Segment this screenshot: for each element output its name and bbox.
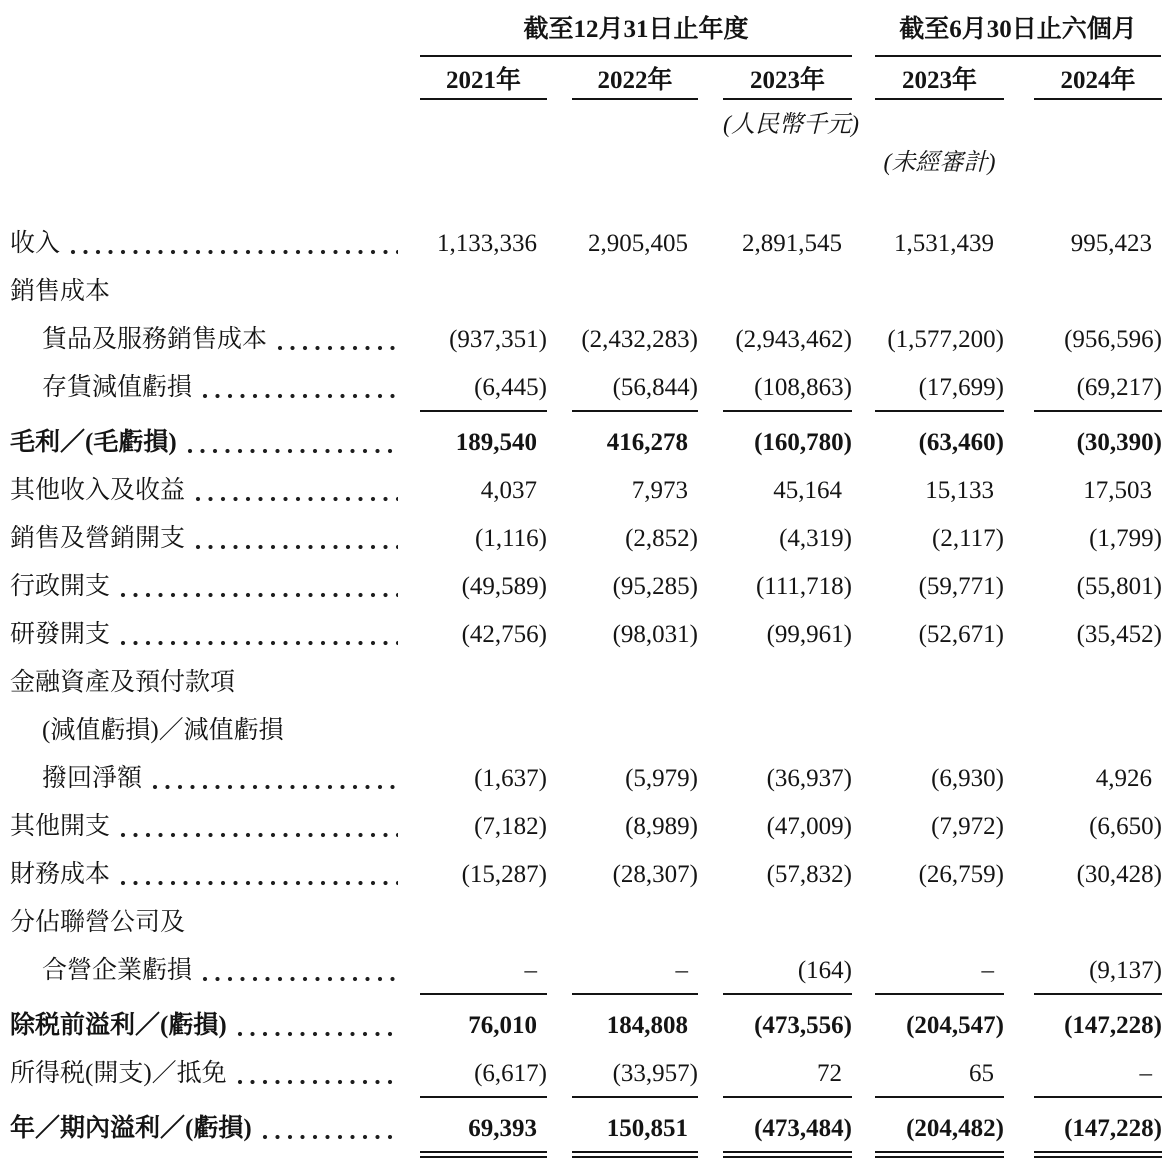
value-cell: (8,989) [625,813,698,840]
value-cell: (1,799) [1089,525,1162,552]
value-cell: 45,164 [773,477,842,504]
value-cell [572,707,698,755]
row-label [10,1050,420,1098]
row-label-text: 年／期內溢利／(虧損) [10,1115,252,1142]
value-cell: (108,863) [723,364,852,412]
value-cell [572,659,698,707]
col-year-header: 2023年 [875,67,1004,100]
table-row [10,1105,1161,1153]
value-cell [1034,659,1162,707]
row-label [10,1105,420,1153]
row-label-text: 所得税(開支)／抵免 [10,1060,227,1087]
value-cell: – [420,947,547,995]
label-column-spacer [10,16,420,57]
table-row [10,1002,1161,1050]
row-label [10,851,420,899]
row-label-text: 存貨減值虧損 [42,374,193,401]
value-cell: (30,390) [1076,429,1162,456]
value-cell: 189,540 [455,429,537,456]
value-cell: (99,961) [766,621,852,648]
value-cell: (57,832) [766,861,852,888]
row-label [10,899,420,947]
currency-unit-note: (人民幣千元) [723,112,859,138]
currency-note-row [10,110,1161,140]
row-label [10,1002,420,1050]
column-group-header-row [10,16,1161,57]
table-row [10,611,1161,659]
dot-leader [202,364,398,412]
value-cell: 17,503 [1083,477,1152,504]
value-cell: (7,972) [931,813,1004,840]
col-group-six-months-jun30 [875,16,1161,57]
dot-leader [70,220,398,268]
table-row [10,851,1161,899]
value-cell [1034,707,1162,755]
unaudited-note: (未經審計) [883,150,996,176]
row-label-text: 毛利／(毛虧損) [10,429,177,456]
dot-leader [120,803,398,851]
table-row [10,659,1161,707]
row-label [10,707,420,755]
row-label-text: 行政開支 [10,573,111,600]
value-cell: (9,137) [1034,947,1162,995]
value-cell: (147,228) [1034,1105,1162,1153]
value-cell: 4,037 [480,477,537,504]
dot-leader [152,755,398,803]
col-year-header: 2023年 [723,67,852,100]
value-cell: (33,957) [572,1050,698,1098]
value-cell: (2,432,283) [581,326,698,353]
row-label [10,515,420,563]
row-label-text: 銷售及營銷開支 [10,525,186,552]
value-cell: (35,452) [1076,621,1162,648]
value-cell [723,268,852,316]
value-cell: 69,393 [420,1105,547,1153]
unaudited-note-row [10,148,1161,178]
value-cell: – [1034,1050,1162,1098]
value-cell: (1,637) [474,765,547,792]
row-label-text: 貨品及服務銷售成本 [42,326,268,353]
row-label-text: 金融資產及預付款項 [10,669,236,696]
table-row [10,515,1161,563]
value-cell: (6,445) [420,364,547,412]
row-label [10,611,420,659]
row-label-text: 其他開支 [10,813,111,840]
value-cell: (15,287) [461,861,547,888]
value-cell: (6,930) [931,765,1004,792]
col-group-title: 截至6月30日止六個月 [899,16,1137,43]
row-label-text: 其他收入及收益 [10,477,186,504]
value-cell [572,268,698,316]
row-label-text: 撥回淨額 [42,765,143,792]
dot-leader [120,611,398,659]
value-cell: 150,851 [572,1105,698,1153]
row-label [10,947,420,995]
value-cell: 15,133 [925,477,994,504]
row-label [10,755,420,803]
table-body [10,220,1161,1153]
value-cell [875,659,1004,707]
value-cell: (17,699) [875,364,1004,412]
table-row [10,364,1161,412]
value-cell: (937,351) [449,326,547,353]
row-label [10,659,420,707]
row-label [10,316,420,364]
table-row [10,268,1161,316]
value-cell: (52,671) [918,621,1004,648]
value-cell: (2,852) [625,525,698,552]
col-group-year-ended-dec31 [420,16,852,57]
value-cell [875,268,1004,316]
value-cell: (164) [723,947,852,995]
value-cell: (473,484) [723,1105,852,1153]
row-label-text: 研發開支 [10,621,111,648]
value-cell [1034,899,1162,947]
value-cell [723,899,852,947]
dot-leader [195,515,398,563]
value-cell: (36,937) [766,765,852,792]
value-cell: (63,460) [918,429,1004,456]
table-row [10,563,1161,611]
dot-leader [195,467,398,515]
value-cell: (147,228) [1064,1012,1162,1039]
value-cell: (1,116) [475,525,547,552]
dot-leader [237,1050,398,1098]
value-cell: (26,759) [918,861,1004,888]
value-cell: (1,577,200) [887,326,1004,353]
value-cell: 4,926 [1095,765,1152,792]
value-cell: (956,596) [1064,326,1162,353]
row-label-text: 銷售成本 [10,278,111,305]
row-label-text: (減值虧損)／減值虧損 [42,717,284,744]
col-year-header: 2024年 [1034,67,1162,100]
year-header-row [10,67,1161,100]
value-cell: 184,808 [606,1012,688,1039]
dot-leader [187,419,398,467]
value-cell [420,268,547,316]
value-cell: (69,217) [1034,364,1162,412]
value-cell: – [875,947,1004,995]
col-group-title: 截至12月31日止年度 [523,16,749,43]
row-label [10,563,420,611]
row-label-text: 合營企業虧損 [42,957,193,984]
value-cell: (56,844) [572,364,698,412]
table-row [10,1050,1161,1098]
value-cell: (49,589) [461,573,547,600]
value-cell: – [572,947,698,995]
dot-leader [237,1002,398,1050]
value-cell: (47,009) [766,813,852,840]
row-label [10,419,420,467]
value-cell: (6,617) [420,1050,547,1098]
value-cell: (204,547) [906,1012,1004,1039]
value-cell [723,707,852,755]
row-label [10,268,420,316]
col-year-header: 2022年 [572,67,698,100]
table-row [10,947,1161,995]
table-row [10,707,1161,755]
value-cell [420,659,547,707]
row-label [10,220,420,268]
table-row [10,803,1161,851]
value-cell: 2,891,545 [742,230,842,257]
value-cell: 72 [723,1050,852,1098]
value-cell: (6,650) [1089,813,1162,840]
value-cell [420,707,547,755]
value-cell: (4,319) [779,525,852,552]
row-label [10,803,420,851]
table-row [10,220,1161,268]
value-cell: (7,182) [474,813,547,840]
value-cell: 76,010 [468,1012,537,1039]
value-cell: 2,905,405 [588,230,688,257]
row-label [10,467,420,515]
value-cell: 65 [875,1050,1004,1098]
table-row [10,755,1161,803]
row-label-text: 收入 [10,230,61,257]
dot-leader [262,1105,398,1153]
value-cell: (30,428) [1076,861,1162,888]
dot-leader [202,947,398,995]
value-cell: (42,756) [461,621,547,648]
value-cell: 1,531,439 [894,230,994,257]
value-cell: (204,482) [875,1105,1004,1153]
value-cell [875,899,1004,947]
row-label-text: 分佔聯營公司及 [10,909,186,936]
dot-leader [277,316,398,364]
table-row [10,419,1161,467]
value-cell: 1,133,336 [437,230,537,257]
value-cell: (473,556) [754,1012,852,1039]
value-cell: (98,031) [612,621,698,648]
value-cell: (2,943,462) [735,326,852,353]
value-cell: (111,718) [755,573,852,600]
value-cell: (2,117) [932,525,1004,552]
value-cell [1034,268,1162,316]
table-row [10,899,1161,947]
table-row [10,467,1161,515]
col-year-header: 2021年 [420,67,547,100]
dot-leader [120,851,398,899]
value-cell: (160,780) [754,429,852,456]
value-cell: 416,278 [606,429,688,456]
row-label-text: 財務成本 [10,861,111,888]
value-cell [420,899,547,947]
value-cell [875,707,1004,755]
value-cell [572,899,698,947]
value-cell: (55,801) [1076,573,1162,600]
table-row [10,316,1161,364]
value-cell: (5,979) [625,765,698,792]
row-label [10,364,420,412]
value-cell: 995,423 [1070,230,1152,257]
row-label-text: 除税前溢利／(虧損) [10,1012,227,1039]
value-cell: (59,771) [918,573,1004,600]
value-cell: (28,307) [612,861,698,888]
value-cell [723,659,852,707]
value-cell: (95,285) [612,573,698,600]
label-column-spacer [10,67,420,100]
value-cell: 7,973 [631,477,688,504]
dot-leader [120,563,398,611]
